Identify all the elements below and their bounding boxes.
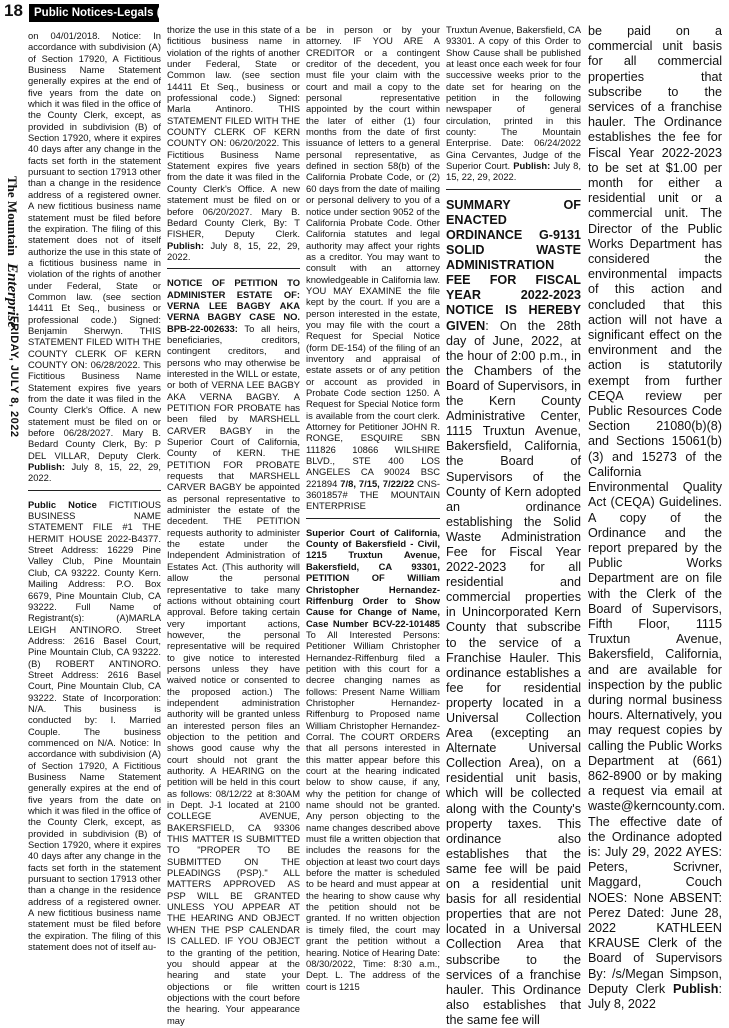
- publish-dates: July 8, 15, 22, 29, 2022.: [446, 160, 581, 183]
- sidebar-masthead: [0, 26, 22, 856]
- notice-lead: Public Notice: [28, 498, 97, 510]
- publish-dates: : July 8, 2022: [588, 981, 722, 1011]
- masthead-name: Enterprise: [4, 263, 20, 329]
- page-number: 18: [4, 1, 23, 20]
- publish-label: Publish: [673, 981, 719, 996]
- page-header: [0, 0, 729, 26]
- divider: [446, 189, 581, 190]
- notice-heading: Superior Court of California, County of Bakersfield - Civil, 1215 Truxtun Avenue, Bakersfield, CA 93301, PETITION OF William Christopher Hernandez-Riffenburg Order to Show Cause for Change of Name, Case Number BCV-22-101485: [306, 526, 440, 629]
- notice-name-change: Superior Court of California, County of Bakersfield - Civil, 1215 Truxtun Avenue, Bakersfield, CA 93301, PETITION OF William Christopher Hernandez-Riffenburg Order to Show Cause for Change of Name, Case Number BCV-22-101485 To All Interested Persons: Petitioner William Christopher Hernandez-Riffenburg filed a petition with this court for a decree changing names as follows: Present Name William Christopher Hernandez-Riffenburg to Proposed name William Christopher Hernandez-Corral. The COURT ORDERS that all persons interested in this matter appear before this court at the hearing indicated below to show cause, if any, why the petition for change of name should not be granted. Any person objecting to the name changes described above must file a written objection that includes the reasons for the objection at least two court days before the matter is scheduled to be heard and must appear at the hearing to show cause why the petition should not be granted. If no written objection is timely filed, the court may grant the petition without a hearing. Notice of Hearing Date: 08/30/2022, Time: 8:30 a.m., Dept. L. The address of the court is 1215: [306, 526, 440, 992]
- notice-fbn-hermit-house: Public Notice FICTITIOUS BUSINESS NAME STATEMENT FILE #1 THE HERMIT HOUSE 2022-B4377. Street Address: 16229 Pine Valley Club, Pine Mountain Club, CA 93222. County Kern. Mailing Address: P.O. Box 6679, Pine Mountain Club, CA 93222. Full Name of Registrant(s): (A)MARLA LEIGH ANTINORO. Street Address: 2616 Basel Court, Pine Mountain Club, CA 93222. (B) ROBERT ANTINORO. Street Address: 2616 Basel Court, Pine Mountain Club, CA 93222. State of Incorporation: N/A. This business is conducted by: I. Married Couple. The business commenced on N/A. Notice: In accordance with subdivision (A) of Section 17920, A Fictitious Business Name Statement generally expires at the end of five years from the date on which it was filed in the office of the County Clerk, except, as provided in subdivision (B) of Section 17920, where it expires 40 days after any change in the facts set forth in the statement pursuant to section 17913 other than a change in the residence address of a registered owner. A new fictitious business name statement must be filed before the expiration. The filing of this statement does not of itself au-: [28, 498, 161, 953]
- publish-dates: 7/8, 7/15, 7/22/22: [340, 477, 415, 489]
- divider: [306, 518, 440, 519]
- publish-label: Publish:: [28, 461, 65, 473]
- masthead-prefix: The Mountain: [5, 176, 20, 256]
- notice-heading: SUMMARY OF ENACTED ORDINANCE G-9131 SOLID WASTE ADMINISTRATION FEE FOR FISCAL YEAR 2022-2023 NOTICE IS HEREBY GIVEN: [446, 197, 581, 333]
- column-4: [446, 24, 581, 1028]
- publish-dates: July 8, 15, 22, 29, 2022.: [28, 461, 161, 484]
- divider: [167, 268, 300, 269]
- column-3: [306, 24, 440, 992]
- notice-name-change-cont: Truxtun Avenue, Bakersfield, CA 93301. A copy of this Order to Show Cause shall be published at least once each week for four successive weeks prior to the date set for hearing on the petition in the following newspaper of general circulation, printed in this county: The Mountain Enterprise. Date: 06/24/2022 Gina Cervantes, Judge of the Superior Court. Publish: July 8, 15, 22, 29, 2022.: [446, 24, 581, 183]
- notice-petition-bagby-cont: be in person or by your attorney. IF YOU ARE A CREDITOR or a contingent creditor of the decedent, you must file your claim with the court and mail a copy to the personal representative appointed by the court within the later of either (1) four months from the date of first issuance of letters to a general personal representative, as defined in section 58(b) of the California Probate Code, or (2) 60 days from the date of mailing or personal delivery to you of a notice under section 9052 of the California Probate Code. Other California statutes and legal authority may affect your rights as a creditor. You may want to consult with an attorney knowledgeable in California law. YOU MAY EXAMINE the file kept by the court. If you are a person interested in the estate, you may file with the court a Request for Special Notice (form DE-154) of the filing of an inventory and appraisal of estate assets or of any petition or account as provided in Probate Code section 1250. A Request for Special Notice form is available from the court clerk. Attorney for Petitioner JOHN R. RONGE, ESQUIRE SBN 111826 10866 WILSHIRE BLVD., STE 400 LOS ANGELES CA 90024 BSC 221894 7/8, 7/15, 7/22/22 CNS-3601857# THE MOUNTAIN ENTERPRISE: [306, 24, 440, 512]
- publish-label: Publish:: [513, 160, 551, 172]
- notice-fbn-antinoro-end: thorize the use in this state of a fictitious business name in violation of the rights of another under Federal, State or Common law. (see section 14411 Et Seq., business or professional code.) Signed: Marla Antinoro. THIS STATEMENT FILED WITH THE COUNTY CLERK OF KERN COUNTY ON: 06/20/2022. This Fictitious Business Name Statement expires five years from the date it was filed in the County Clerk's Office. A new statement must be filed on or before 06/20/2027. Mary B. Bedard County Clerk, By: T FISHER, Deputy Clerk. Publish: July 8, 15, 22, 29, 2022.: [167, 24, 300, 262]
- divider: [28, 490, 161, 491]
- section-banner: Public Notices-Legals (cont.): [29, 4, 159, 22]
- column-1: [28, 30, 161, 953]
- issue-date: FRIDAY, JULY 8, 2022: [8, 316, 20, 438]
- notice-fbn-sherwyn: on 04/01/2018. Notice: In accordance with subdivision (A) of Section 17920, A Fictitious Business Name Statement generally expires at the end of five years from the date on which it was filed in the office of the County Clerk, except, as provided in subdivision (B) of Section 17920, where it expires 40 days after any change in the facts set forth in the statement pursuant to section 17913 other than a change in the residence address of a registered owner. A new fictitious business name statement must be filed before the expiration. The filing of this statement does not of itself authorize the use in this state of a fictitious business name in violation of the rights of another under Federal, State or Common law. (see section 14411 Et Seq., business or professional code.) Signed: Benjamin Sherwyn. THIS STATEMENT FILED WITH THE COUNTY CLERK OF KERN COUNTY ON: 06/28/2022. This Fictitious Business Name Statement expires five years from the date it was filed in the County Clerk's Office. A new statement must be filed on or before 06/28/2027. Mary B. Bedard County Clerk, By: P DEL VILLAR, Deputy Clerk. Publish: July 8, 15, 22, 29, 2022.: [28, 30, 161, 484]
- notice-ordinance-cont: be paid on a commercial unit basis for all commercial properties that subscribe to the services of a franchise hauler. The Ordinance establishes the fee for Fiscal Year 2022-2023 to be set at $1.00 per month for either a residential unit or a commercial unit. The Director of the Public Works Department has considered the environmental impacts of this action and concluded that this action will not have a significant effect on the environment and the action is statutorily exempt from further CEQA review per Public Resources Code Section 21080(b)(8) and Sections 15061(b)(3) and 15273 of the California Environmental Quality Act (CEQA) Guidelines. A copy of the Ordinance and the report prepared by the Public Works Department are on file with the Clerk of the Board of Supervisors, Fifth Floor, 1115 Truxtun Avenue, Bakersfield, California, and are available for inspection by the public during normal business hours. Alternatively, you may request copies by calling the Public Works Department at (661) 862-8900 or by making a request via email at waste@kerncounty.com. The effective date of the Ordinance adopted is: July 29, 2022 AYES: Peters, Scrivner, Maggard, Couch NOES: None ABSENT: Perez Dated: June 28, 2022 KATHLEEN KRAUSE Clerk of the Board of Supervisors By: /s/Megan Simpson, Deputy Clerk Publish: July 8, 2022: [588, 24, 726, 1011]
- notice-petition-bagby: NOTICE OF PETITION TO ADMINISTER ESTATE OF: VERNA LEE BAGBY AKA VERNA BAGBY CASE NO. BPB-22-002633: To all heirs, beneficiaries, creditors, contingent creditors, and persons who may otherwise be interested in the WILL or estate, or both of VERNA LEE BAGBY AKA VERNA BAGBY. A PETITION FOR PROBATE has been filed by MARSHELL CARVER BAGBY in the Superior Court of California, County of KERN. THE PETITION FOR PROBATE requests that MARSHELL CARVER BAGBY be appointed as personal representative to administer the estate of the decedent. THE PETITION requests authority to administer the estate under the Independent Administration of Estates Act. (This authority will allow the personal representative to take many actions without obtaining court approval. Before taking certain very important actions, however, the personal representative will be required to give notice to interested persons unless they have waived notice or consented to the proposed action.) The independent administration authority will be granted unless an interested person files an objection to the petition and shows good cause why the court should not grant the authority. A HEARING on the petition will be held in this court as follows: 08/12/22 at 8:30AM in Dept. J-1 located at 2100 COLLEGE AVENUE, BAKERSFIELD, CA 93306 THIS MATTER IS SUBMITTED TO "PROPER TO BE SUBMITTED ON THE PLEADINGS (PSP)." ALL MATTERS APPROVED AS PSP WILL BE GRANTED UNLESS YOU APPEAR AT THE HEARING AND OBJECT WHEN THE PSP CALENDAR IS CALLED. IF YOU OBJECT to the granting of the petition, you should appear at the hearing and state your objections or file written objections with the court before the hearing. Your appearance may: [167, 277, 300, 1026]
- publish-label: Publish:: [167, 239, 204, 251]
- publish-dates: July 8, 15, 22, 29, 2022.: [167, 239, 300, 262]
- notice-ordinance: SUMMARY OF ENACTED ORDINANCE G-9131 SOLID WASTE ADMINISTRATION FEE FOR FISCAL YEAR 2022-2023 NOTICE IS HEREBY GIVEN: On the 28th day of June, 2022, at the hour of 2:00 p.m., in the Chambers of the Board of Supervisors, in the Kern County Administrative Center, 1115 Truxtun Avenue, Bakersfield, California, the Board of Supervisors of the County of Kern adopted an ordinance establishing the Solid Waste Administration Fee for Fiscal Year 2022-2023 for all residential and commercial properties in Unincorporated Kern County that subscribe to the service of a Franchise Hauler. This ordinance establishes a fee for residential property located in a Universal Collection Area (excepting an Alternate Universal Collection Area), on a residential unit basis, which will be collected along with the County's property taxes. This ordinance also establishes that the same fee will be paid on a residential unit basis for all residential properties that are not located in a Universal Collection Area that subscribe to the services of a franchise hauler. This Ordinance also establishes that the same fee will: [446, 197, 581, 1027]
- column-2: [167, 24, 300, 1026]
- masthead: [3, 176, 20, 328]
- column-5: [588, 24, 726, 1012]
- notice-heading: NOTICE OF PETITION TO ADMINISTER ESTATE OF: VERNA LEE BAGBY AKA VERNA BAGBY CASE NO. BPB-22-002633:: [167, 277, 300, 334]
